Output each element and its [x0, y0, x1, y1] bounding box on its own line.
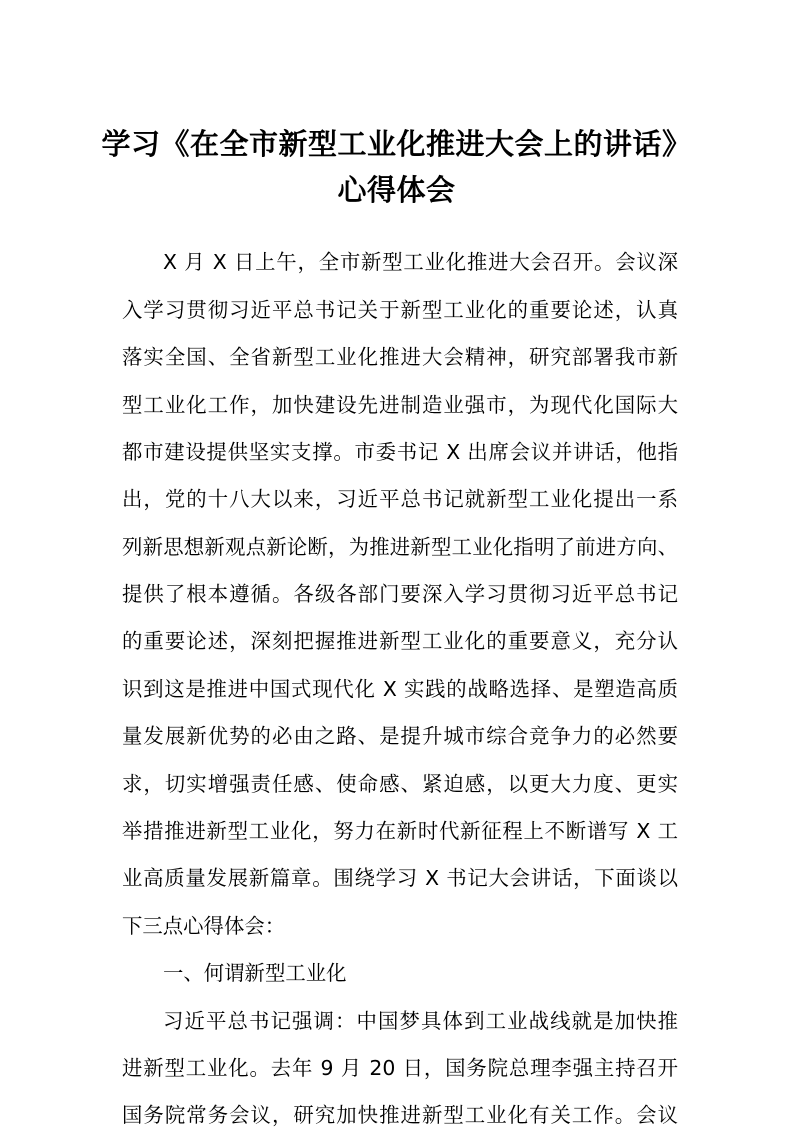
paragraph-line: X 月 X 日上午，全市新型工业化推进大会召开。会议深: [163, 250, 678, 274]
paragraph-line: 出，党的十八大以来，习近平总书记就新型工业化提出一系: [122, 487, 678, 511]
document-title-line-2: 心得体会: [337, 173, 456, 207]
paragraph-line: 量发展新优势的必由之路、是提升城市综合竞争力的必然要: [122, 724, 678, 748]
paragraph-line: 型工业化工作，加快建设先进制造业强市，为现代化国际大: [122, 393, 678, 417]
paragraph-line: 习近平总书记强调：中国梦具体到工业战线就是加快推: [163, 1009, 678, 1033]
paragraph-line: 的重要论述，深刻把握推进新型工业化的重要意义，充分认: [122, 629, 678, 653]
paragraph-line: 国务院常务会议，研究加快推进新型工业化有关工作。会议: [122, 1103, 678, 1127]
paragraph-line: 下三点心得体会：: [122, 914, 286, 938]
section-heading-1: 一、何谓新型工业化: [163, 961, 347, 985]
paragraph-line: 列新思想新观点新论断，为推进新型工业化指明了前进方向、: [122, 535, 678, 559]
paragraph-line: 举措推进新型工业化，努力在新时代新征程上不断谱写 X 工: [122, 819, 678, 843]
paragraph-line: 业高质量发展新篇章。围绕学习 X 书记大会讲话，下面谈以: [122, 866, 678, 890]
paragraph-line: 入学习贯彻习近平总书记关于新型工业化的重要论述，认真: [122, 298, 678, 322]
paragraph-line: 落实全国、全省新型工业化推进大会精神，研究部署我市新: [122, 345, 678, 369]
paragraph-line: 提供了根本遵循。各级各部门要深入学习贯彻习近平总书记: [122, 582, 678, 606]
paragraph-line: 识到这是推进中国式现代化 X 实践的战略选择、是塑造高质: [122, 677, 678, 701]
paragraph-line: 都市建设提供坚实支撑。市委书记 X 出席会议并讲话，他指: [122, 440, 678, 464]
paragraph-line: 求，切实增强责任感、使命感、紧迫感，以更大力度、更实: [122, 772, 678, 796]
document-title-line-1: 学习《在全市新型工业化推进大会上的讲话》: [101, 127, 692, 161]
paragraph-line: 进新型工业化。去年 9 月 20 日，国务院总理李强主持召开: [122, 1056, 678, 1080]
